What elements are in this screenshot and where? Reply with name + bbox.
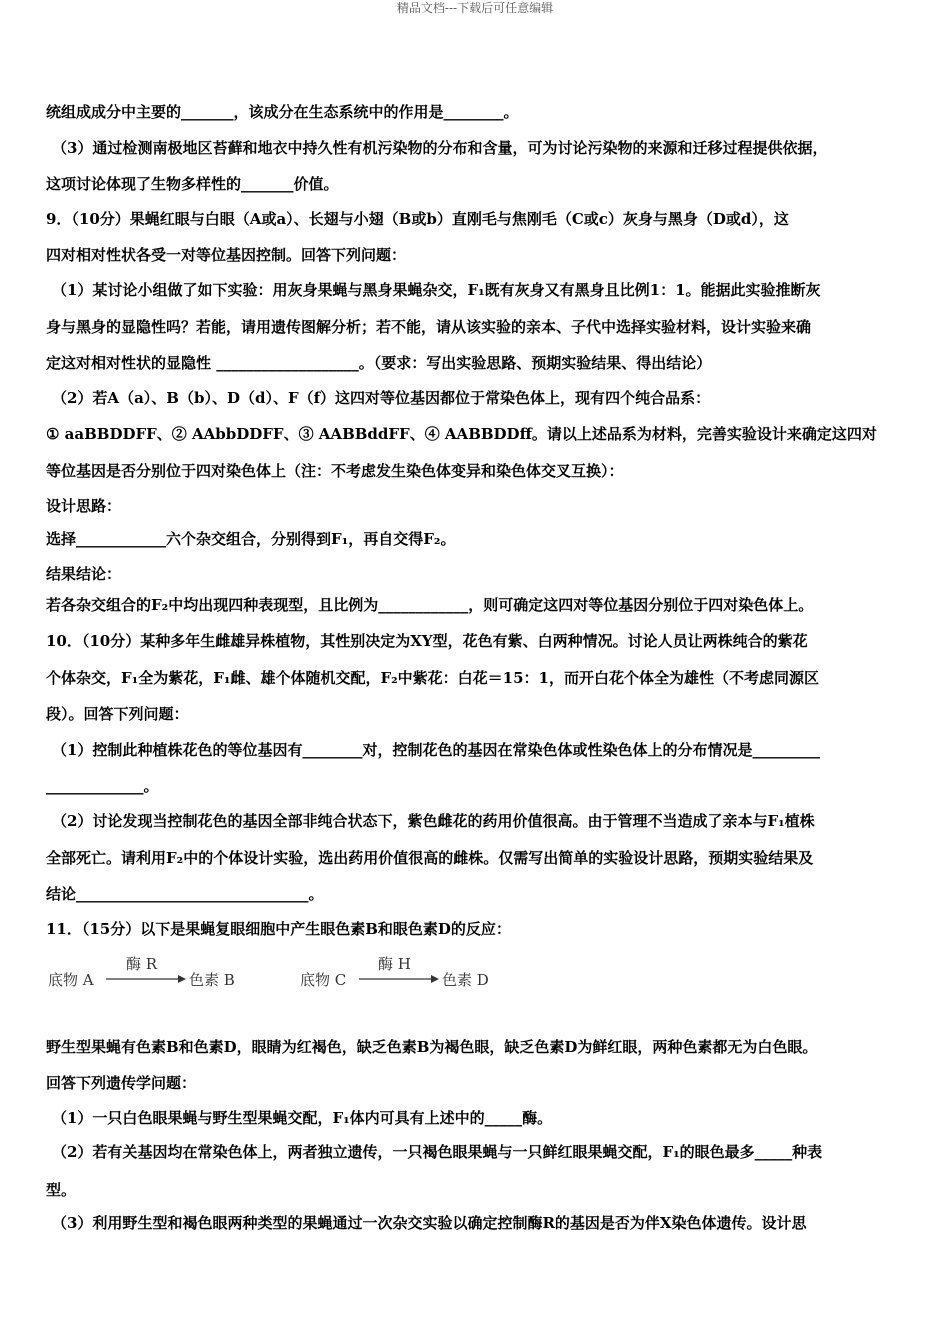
text-line: 身与黑身的显隐性吗？若能，请用遗传图解分析；若不能，请从该实验的亲本、子代中选择实验材料，设计实验来确 — [46, 318, 812, 336]
arrow-head — [178, 975, 186, 983]
text-line: （1）一只白色眼果蝇与野生型果蝇交配，F₁体内可具有上述中的_____酶。 — [52, 1109, 553, 1127]
pigment-d-label: 色素 D — [442, 971, 489, 989]
page-header: 精品文档---下载后可任意编辑 — [396, 1, 554, 15]
text-line: （1）某讨论小组做了如下实验：用灰身果蝇与黑身果蝇杂交，F₁既有灰身又有黑身且比例1：1。能据此实验推断灰 — [52, 281, 821, 299]
text-line: 型。 — [46, 1181, 77, 1199]
text-line: （2）若A（a）、B（b）、D（d）、F（f）这四对等位基因都位于常染色体上，现有四个纯合品系： — [52, 389, 711, 407]
text-line: 野生型果蝇有色素B和色素D，眼睛为红褐色，缺乏色素B为褐色眼，缺乏色素D为鲜红眼，两种色素都无为白色眼。 — [46, 1038, 818, 1056]
text-line: （1）控制此种植株花色的等位基因有________对，控制花色的基因在常染色体或性染色体上的分布情况是_________ — [52, 741, 820, 759]
enzyme-r-label: 酶 R — [126, 955, 158, 973]
text-line: 选择____________六个杂交组合，分别得到F₁，再自交得F₂。 — [46, 530, 456, 548]
text-line: 段）。回答下列问题： — [46, 705, 189, 723]
question-11-heading: 11．（15分）以下是果蝇复眼细胞中产生眼色素B和眼色素D的反应： — [46, 920, 511, 938]
substrate-a-label: 底物 A — [48, 971, 94, 989]
text-line: 结论_______________________________。 — [46, 885, 324, 903]
text-line: （2）若有关基因均在常染色体上，两者独立遗传，一只褐色眼果蝇与一只鲜红眼果蝇交配，F₁的眼色最多_____种表 — [52, 1143, 823, 1161]
text-line: （3）通过检测南极地区苔藓和地衣中持久性有机污染物的分布和含量，可为讨论污染物的来源和迁移过程提供依据， — [52, 139, 828, 157]
question-9-heading: 9．（10分）果蝇红眼与白眼（A或a）、长翅与小翅（B或b）直刚毛与焦刚毛（C或c）灰身与黑身（D或d），这 — [46, 210, 789, 228]
text-line: 回答下列遗传学问题： — [46, 1074, 197, 1092]
pigment-b-label: 色素 B — [189, 971, 235, 989]
text-line: 结果结论： — [46, 565, 122, 583]
text-line: （2）讨论发现当控制花色的基因全部非纯合状态下，紫色雌花的药用价值很高。由于管理不当造成了亲本与F₁植株 — [52, 812, 815, 830]
reaction-diagram — [46, 950, 566, 1000]
text-line: 统组成成分中主要的_______，该成分在生态系统中的作用是________。 — [46, 103, 519, 121]
text-line: （3）利用野生型和褐色眼两种类型的果蝇通过一次杂交实验以确定控制酶R的基因是否为伴X染色体遗传。设计思 — [52, 1214, 807, 1232]
question-10-heading: 10．（10分）某种多年生雌雄异株植物，其性别决定为XY型，花色有紫、白两种情况。讨论人员让两株纯合的紫花 — [46, 632, 808, 650]
text-line: _____________。 — [46, 777, 159, 795]
text-line: 个体杂交，F₁全为紫花，F₁雌、雄个体随机交配，F₂中紫花：白花＝15：1，而开白花个体全为雄性（不考虑同源区 — [46, 669, 819, 687]
arrow-head — [431, 975, 439, 983]
text-line: 这项讨论体现了生物多样性的_______价值。 — [46, 175, 339, 193]
text-line: 若各杂交组合的F₂中均出现四种表现型，且比例为____________，则可确定这四对等位基因分别位于四对染色体上。 — [46, 596, 814, 614]
text-line: ① aaBBDDFF、② AAbbDDFF、③ AABBddFF、④ AABBDDff。请以上述品系为材料，完善实验设计来确定这四对 — [46, 425, 877, 443]
text-line: 四对相对性状各受一对等位基因控制。回答下列问题： — [46, 246, 407, 264]
text-line: 全部死亡。请利用F₂中的个体设计实验，选出药用价值很高的雌株。仅需写出简单的实验设计思路，预期实验结果及 — [46, 849, 814, 867]
text-line: 等位基因是否分别位于四对染色体上（注：不考虑发生染色体变异和染色体交叉互换）： — [46, 462, 624, 480]
enzyme-h-label: 酶 H — [378, 955, 411, 973]
substrate-c-label: 底物 C — [300, 971, 347, 989]
text-line: 设计思路： — [46, 497, 122, 515]
text-line: 定这对相对性状的显隐性 ___________________。（要求：写出实验思路、预期实验结果、得出结论） — [46, 354, 712, 372]
